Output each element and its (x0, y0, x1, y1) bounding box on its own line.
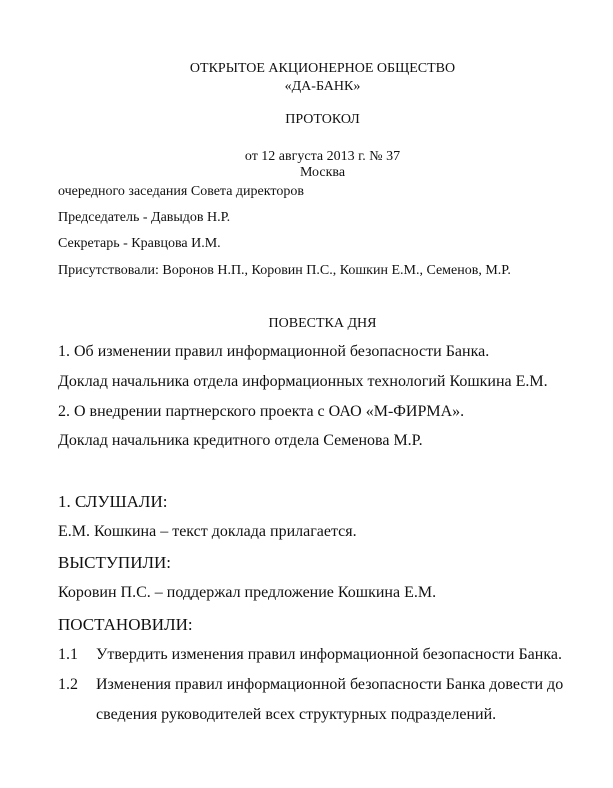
agenda-item: Доклад начальника отдела информационных технологий Кошкина Е.М. (58, 373, 548, 390)
resolution-number: 1.1 (58, 646, 78, 663)
org-title: ОТКРЫТОЕ АКЦИОНЕРНОЕ ОБЩЕСТВО (189, 61, 456, 76)
resolution-item (58, 647, 562, 663)
present: Присутствовали: Воронов Н.П., Коровин П.С., Кошкин Е.М., Семенов, М.Р. (58, 263, 511, 278)
resolution-continuation: сведения руководителей всех структурных подразделений. (96, 706, 497, 723)
doc-type: ПРОТОКОЛ (285, 112, 360, 127)
spoke-text: Коровин П.С. – поддержал предложение Кошкина Е.М. (58, 584, 437, 601)
heard-title: 1. СЛУШАЛИ: (58, 492, 168, 511)
chair: Председатель - Давыдов Н.Р. (58, 210, 231, 225)
agenda-item: 2. О внедрении партнерского проекта с ОАО «М-ФИРМА». (58, 403, 465, 420)
resolution-number: 1.2 (58, 676, 78, 693)
agenda-title: ПОВЕСТКА ДНЯ (268, 316, 377, 331)
agenda-item: Доклад начальника кредитного отдела Семенова М.Р. (58, 432, 423, 449)
date-line: от 12 августа 2013 г. № 37 (244, 149, 401, 164)
resolved-title: ПОСТАНОВИЛИ: (58, 615, 193, 634)
city: Москва (299, 165, 346, 180)
resolution-text: Утвердить изменения правил информационной безопасности Банка. (96, 646, 562, 663)
resolution-item (58, 677, 563, 693)
agenda-item: 1. Об изменении правил информационной безопасности Банка. (58, 343, 490, 360)
bank-name: «ДА-БАНК» (284, 79, 361, 94)
secretary: Секретарь - Кравцова И.М. (58, 236, 221, 251)
resolution-text: Изменения правил информационной безопасности Банка довести до (96, 676, 564, 693)
meeting-type: очередного заседания Совета директоров (58, 184, 304, 199)
heard-text: Е.М. Кошкина – текст доклада прилагается. (58, 523, 357, 540)
spoke-title: ВЫСТУПИЛИ: (58, 553, 172, 572)
